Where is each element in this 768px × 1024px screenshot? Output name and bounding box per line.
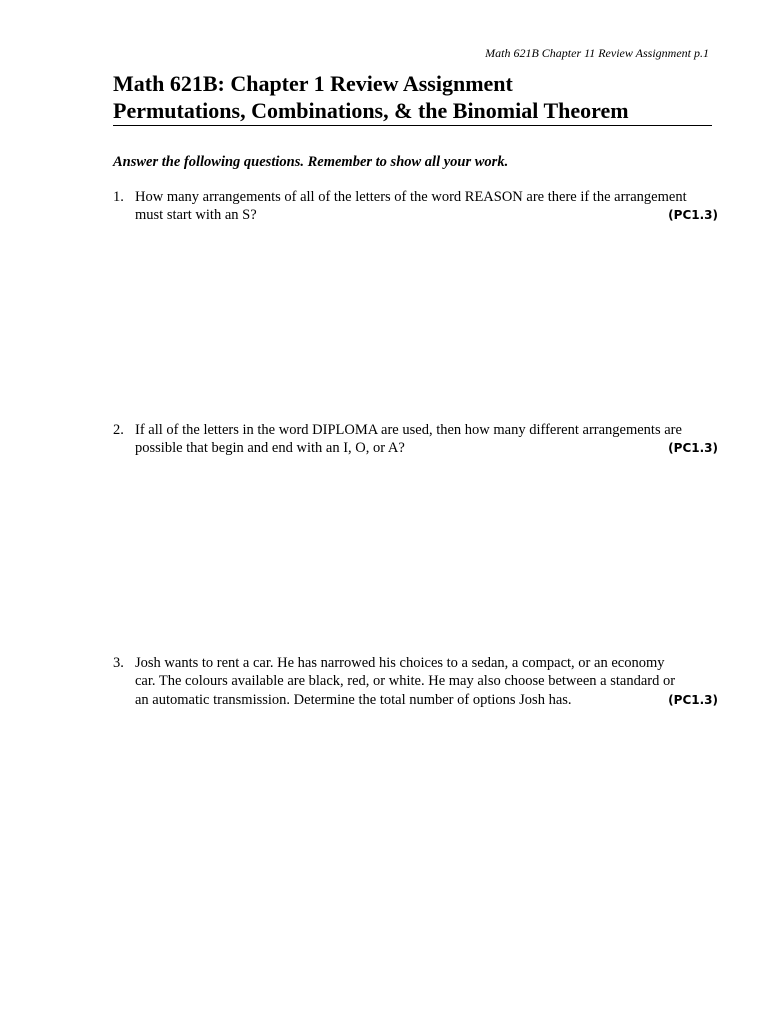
outcome-code: (PC1.3) [668, 441, 718, 456]
question-number: 1. [113, 189, 124, 205]
question-text-line: Josh wants to rent a car. He has narrowed his choices to a sedan, a compact, or an economy [135, 655, 665, 671]
question-number: 3. [113, 655, 124, 671]
question-1 [113, 188, 718, 225]
outcome-code: (PC1.3) [668, 692, 718, 707]
page-subtitle: Permutations, Combinations, & the Binomial Theorem [113, 98, 629, 123]
question-text-line: car. The colours available are black, red, or white. He may also choose between a standard or [135, 673, 676, 690]
title-block [113, 70, 712, 126]
outcome-code: (PC1.3) [668, 208, 718, 223]
question-text-line: must start with an S? [135, 207, 257, 224]
page-title: Math 621B: Chapter 1 Review Assignment [113, 71, 513, 96]
question-text-line: possible that begin and end with an I, O, or A? [135, 440, 405, 457]
question-text-line: If all of the letters in the word DIPLOMA are used, then how many different arrangements are [135, 422, 682, 438]
question-3 [113, 654, 718, 709]
running-header: Math 621B Chapter 11 Review Assignment p.1 [485, 46, 709, 60]
question-2 [113, 421, 718, 458]
question-text-line: How many arrangements of all of the letters of the word REASON are there if the arrangement [135, 189, 687, 205]
question-text-line: an automatic transmission. Determine the total number of options Josh has. [135, 691, 572, 708]
instructions: Answer the following questions. Remember to show all your work. [113, 154, 509, 170]
question-number: 2. [113, 422, 124, 438]
